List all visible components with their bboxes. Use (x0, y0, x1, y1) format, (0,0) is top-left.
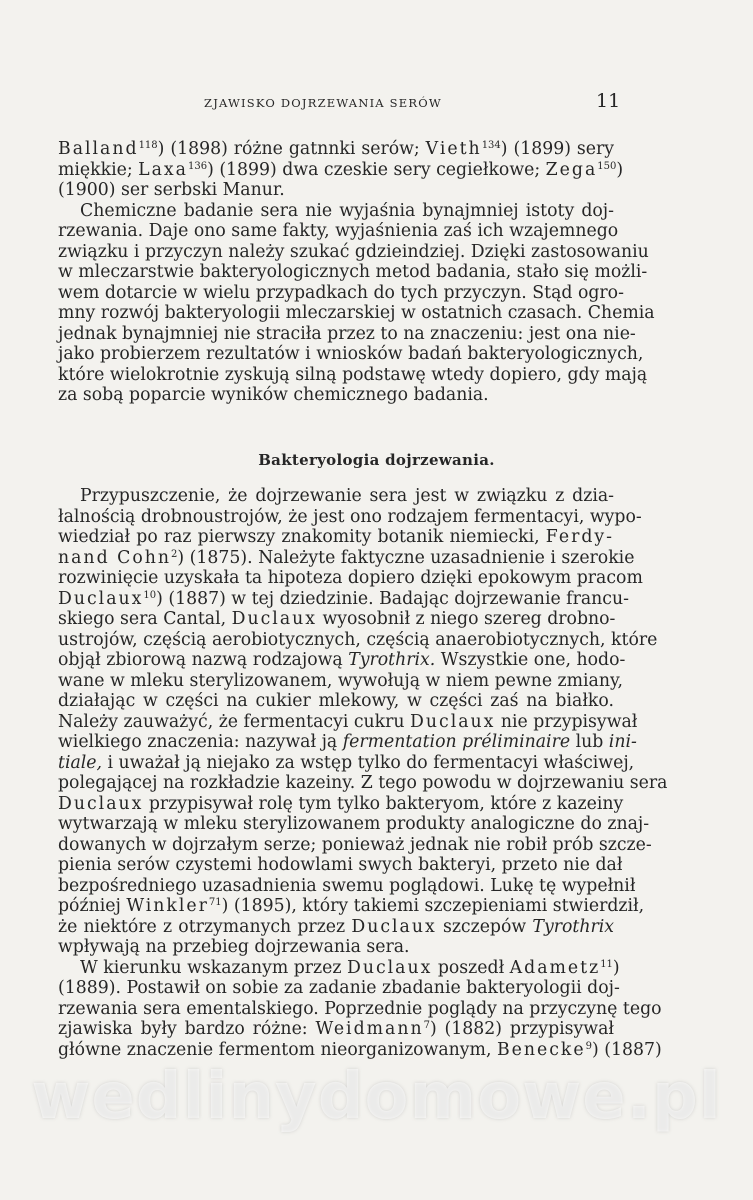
running-head: ZJAWISKO DOJRZEWANIA SERÓW (204, 96, 442, 110)
text-line: (1900) ser serbski Manur. (58, 180, 285, 200)
text-line: Duclaux przypisywał rolę tym tylko bakteryom, które z kazeiny (58, 793, 624, 814)
watermark: wedlinydomowe.pl (31, 1060, 722, 1134)
text-line: łalnością drobnoustrojów, że jest ono rodzajem fermentacyi, wypo- (58, 506, 642, 527)
text-line: później Winkler$^{71}$) (1895), który takiemi szczepieniami stwierdził, (58, 896, 645, 916)
text-line: bezpośredniego uzasadnienia swemu poglądowi. Lukę tę wypełnił (58, 875, 636, 896)
text-line: pienia serów czystemi hodowlami swych bakteryi, przeto nie dał (58, 855, 623, 875)
text-line: działając w części na cukier mlekowy, w części zaś na białko. (58, 691, 614, 711)
italic-term: Tyrothrix (532, 916, 614, 937)
author-name: Duclaux (346, 957, 433, 978)
text-line: w mleczarstwie bakteryologicznych metod badania, stało się możli- (58, 262, 648, 282)
footnote-ref: 150 (597, 160, 617, 172)
text-line: Duclaux$^{10}$) (1887) w tej dziedzinie. Badając dojrzewanie francu- (58, 588, 629, 609)
author-name: Benecke (496, 1039, 586, 1060)
text-line: które wielokrotnie zyskują silną podstawę wtedy dopiero, gdy mają (58, 364, 648, 385)
italic-term: Tyrothrix. (348, 650, 436, 670)
author-name: Duclaux (231, 609, 317, 629)
text-line: wytwarzają w mleku sterylizowanem produkty analogiczne do znaj- (58, 814, 650, 834)
author-name: Ferdy- (545, 527, 614, 547)
author-name: Duclaux (351, 916, 437, 937)
text-line: że niektóre z otrzymanych przez Duclaux szczepów Tyrothrix (58, 916, 614, 937)
text-line: związku i przyczyn należy szukać gdzieindziej. Dzięki zastosowaniu (58, 241, 649, 262)
text-line: nand Cohn$^2$) (1875). Należyte faktyczne uzasadnienie i szerokie (58, 547, 635, 568)
page-number: 11 (596, 90, 621, 112)
text-line: (1889). Postawił on sobie za zadanie zbadanie bakteryologii doj- (58, 978, 620, 998)
text-line: rzewania. Daje ono same fakty, wyjaśnienia zaś ich wzajemnego (58, 221, 619, 241)
text-line: za sobą poparcie wyników chemicznego badania. (58, 385, 489, 405)
text-line: mny rozwój bakteryologii mleczarskiej w ostatnich czasach. Chemia (58, 303, 655, 323)
text-line: wielkiego znaczenia: nazywał ją fermentation préliminaire lub ini- (58, 732, 637, 752)
author-name: Zega (545, 159, 598, 180)
text-line: polegającej na rozkładzie kazeiny. Z tego powodu w dojrzewaniu sera (58, 773, 668, 793)
author-name: Duclaux (58, 793, 144, 814)
page-header (0, 92, 753, 116)
text-line: jako probierzem rezultatów i wniosków badań bakteryologicznych, (58, 344, 644, 364)
footnote-ref: 10 (143, 589, 157, 601)
text-line: wane w mleku sterylizowanem, wywołują w niem pewne zmiany, (58, 670, 623, 691)
footnote-ref: 118 (138, 140, 158, 151)
footnote-ref: 2 (171, 548, 178, 560)
author-name: Laxa (138, 159, 188, 180)
footnote-ref: 7 (423, 1020, 430, 1031)
section-heading: Bakteryologia dojrzewania. (258, 451, 495, 469)
author-name: Weidmann (315, 1019, 424, 1039)
text-line: skiego sera Cantal, Duclaux wyosobnił z niego szereg drobno- (58, 609, 616, 629)
text-line: wem dotarcie w wielu przypadkach do tych przyczyn. Stąd ogro- (58, 282, 624, 303)
footnote-ref: 134 (481, 140, 501, 151)
author-name: nand Cohn (58, 547, 172, 568)
text-line: objął zbiorową nazwą rodzajową Tyrothrix. Wszystkie one, hodo- (58, 650, 626, 670)
author-name: Duclaux (410, 711, 496, 732)
italic-term: fermentation préliminaire (342, 732, 571, 752)
text-line: dowanych w dojrzałym serze; ponieważ jednak nie robił prób szcze- (58, 834, 652, 855)
paragraph-block-2 (58, 486, 668, 1060)
paragraph-block-1 (58, 139, 655, 406)
text-line: główne znaczenie fermentom nieorganizowanym, Benecke$^9$) (1887) (58, 1039, 662, 1060)
author-name: Duclaux (58, 588, 144, 609)
author-name: Balland (58, 139, 139, 159)
author-name: Winkler (126, 896, 209, 916)
text-line: zjawiska były bardzo różne: Weidmann$^7$) (1882) przypisywał (58, 1019, 614, 1039)
footnote-ref: 11 (600, 958, 613, 970)
text-line: jednak bynajmniej nie straciła przez to na znaczeniu: jest ona nie- (58, 323, 636, 344)
text-line: ustrojów, częścią aerobiotycznych, częścią anaerobiotycznych, które (58, 629, 658, 650)
footnote-ref: 71 (208, 897, 222, 908)
text-line: Chemiczne badanie sera nie wyjaśnia bynajmniej istoty doj- (80, 200, 614, 221)
text-line: miękkie; Laxa$^{136}$) (1899) dwa czeskie sery cegiełkowe; Zega$^{150}$) (58, 159, 624, 180)
text-line: rozwinięcie uzyskała ta hipoteza dopiero dzięki epokowym pracom (58, 568, 643, 588)
italic-term: ini- (608, 732, 637, 752)
text-line: Przypuszczenie, że dojrzewanie sera jest w związku z dzia- (80, 486, 614, 506)
text-line: wpływają na przebieg dojrzewania sera. (58, 937, 410, 957)
footnote-ref: 136 (187, 160, 208, 172)
text-line: rzewania sera ementalskiego. Poprzednie poglądy na przyczynę tego (58, 998, 662, 1019)
text-line: W kierunku wskazanym przez Duclaux poszedł Adametz$^{11}$) (80, 957, 620, 978)
author-name: Adametz (509, 957, 601, 978)
text-line: Należy zauważyć, że fermentacyi cukru Duclaux nie przypisywał (58, 711, 638, 732)
italic-term: tiale, (58, 752, 103, 773)
text-line: Balland$^{118}$) (1898) różne gatnnki serów; Vieth$^{134}$) (1899) sery (58, 139, 614, 159)
author-name: Vieth (425, 139, 482, 159)
footnote-ref: 9 (585, 1040, 592, 1052)
text-line: wiedział po raz pierwszy znakomity botanik niemiecki, Ferdy- (58, 527, 614, 547)
text-line: tiale, i uważał ją niejako za wstęp tylko do fermentacyi właściwej, (58, 752, 635, 773)
